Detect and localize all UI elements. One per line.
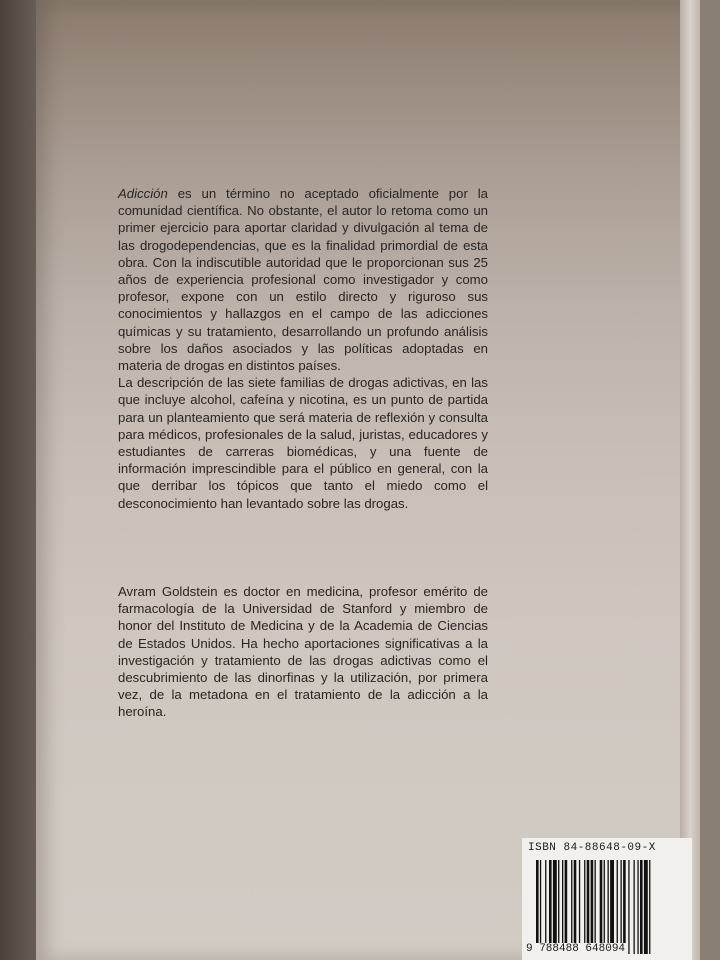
barcode-bar	[591, 860, 594, 954]
barcode-bar	[571, 860, 572, 954]
description-paragraph-2: La descripción de las siete familias de drogas adictivas, en las que incluye alcohol, cafeína y nicotina, es un punto de partida para un planteamiento que será materia de reflexión y consulta para médicos, profesionales de la salud, juristas, educadores y estudiantes de carreras biomédicas, y una fuente de información imprescindible para el público en general, con la que derribar los tópicos que tanto el miedo como el desconocimiento han levantado sobre las drogas.	[118, 375, 488, 511]
description-paragraph-1-text: es un término no aceptado oficialmente por la comunidad científica. No obstante, el autor lo retoma como un primer ejercicio para aportar claridad y divulgación al tema de las drogodependencias, que es la finalidad primordial de esta obra. Con la indiscutible autoridad que le proporcionan sus 25 años de experiencia profesional como investigador y como profesor, expone con un estilo directo y riguroso sus conocimientos y hallazgos en el campo de las adicciones químicas y su tratamiento, desarrollando un profundo análisis sobre los daños asociados y las políticas adoptadas en materia de drogas en distintos países.	[118, 186, 488, 374]
barcode-digits: 9 788488 648094	[526, 943, 626, 955]
barcode-bar	[553, 860, 557, 954]
barcode-bar	[574, 860, 577, 954]
barcode-bar	[536, 860, 539, 954]
author-bio-text: Avram Goldstein es doctor en medicina, profesor emérito de farmacología de la Universidad de Stanford y miembro de honor del Instituto de Medicina y de la Academia de Ciencias de Estados Unidos. Ha hecho aportaciones significativas a la investigación y tratamiento de las drogas adictivas como el descubrimiento de las dinorfinas y la utilización, por primera vez, de la metadona en el tratamiento de la adicción a la heroína.	[118, 584, 488, 720]
barcode-bar	[640, 860, 643, 954]
barcode-bar	[584, 860, 585, 954]
barcode-bar	[623, 860, 626, 954]
author-bio	[118, 583, 488, 721]
barcode-bar	[628, 860, 629, 954]
barcode-bar	[579, 860, 580, 954]
barcode-label	[522, 838, 692, 960]
book-description	[118, 185, 488, 512]
isbn-text: ISBN 84-88648-09-X	[528, 842, 656, 854]
barcode-bar	[565, 860, 568, 954]
barcode-bar	[549, 860, 552, 954]
barcode-bar	[587, 860, 590, 954]
barcode-bar	[649, 860, 650, 954]
italic-term: Adicción	[118, 186, 168, 201]
barcode-bar	[540, 860, 541, 954]
barcode-bar	[608, 860, 609, 954]
barcode-bar	[595, 860, 596, 954]
barcode-bar	[562, 860, 563, 954]
barcode-icon	[536, 860, 688, 954]
barcode-bar	[617, 860, 618, 954]
barcode-bar	[644, 860, 648, 954]
barcode-bar	[600, 860, 603, 954]
description-paragraph-1	[118, 185, 488, 374]
barcode-bar	[637, 860, 638, 954]
barcode-bar	[545, 860, 546, 954]
barcode-bar	[634, 860, 635, 954]
barcode-bar	[621, 860, 622, 954]
barcode-bar	[610, 860, 614, 954]
barcode-bar	[558, 860, 559, 954]
page-edge	[680, 0, 700, 960]
barcode-bar	[604, 860, 605, 954]
